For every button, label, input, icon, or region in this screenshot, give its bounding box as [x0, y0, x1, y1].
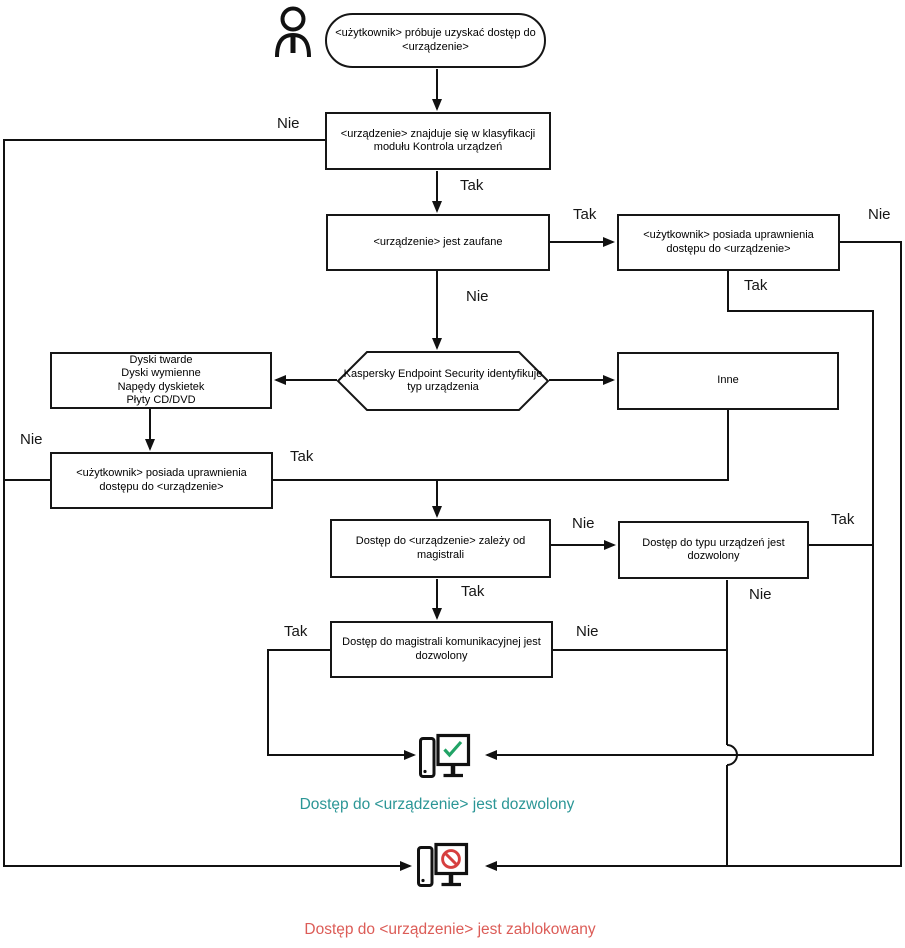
label-rail-left-no: Nie	[20, 431, 43, 448]
node-classification-label: <urządzenie> znajduje się w klasyfikacji modułu Kontrola urządzeń	[340, 127, 536, 153]
disk-type-item: Dyski twarde	[129, 353, 193, 366]
caption-access-allowed: Dostęp do <urządzenie> jest dozwolony	[299, 796, 575, 813]
node-classification	[325, 112, 551, 170]
label-bus-depends-no: Nie	[572, 515, 595, 532]
label-classification-no: Nie	[277, 115, 300, 132]
label-bus-allowed-yes: Tak	[284, 623, 308, 640]
disk-type-item: Płyty CD/DVD	[126, 394, 196, 406]
caption-access-blocked: Dostęp do <urządzenie> jest zablokowany	[304, 921, 596, 938]
label-classification-yes: Tak	[460, 177, 484, 194]
node-type-allowed	[618, 521, 809, 579]
computer-check-icon	[421, 736, 469, 777]
disk-type-item: Dyski wymienne	[121, 367, 201, 379]
label-perm-top-no: Nie	[868, 206, 891, 223]
label-perm-left-yes: Tak	[290, 448, 314, 465]
node-type-allowed-label: Dostęp do typu urządzeń jest dozwolony	[642, 536, 785, 562]
node-user-permissions-left-label: <użytkownik> posiada uprawnienia dostępu do <urządzenie>	[76, 467, 247, 493]
label-trusted-no: Nie	[466, 288, 489, 305]
node-user-permissions-top-label: <użytkownik> posiada uprawnienia dostępu do <urządzenie>	[643, 229, 814, 255]
node-bus-depends	[330, 519, 551, 578]
node-identify-type-label: Kaspersky Endpoint Security identyfikuje typ urządzenia	[343, 367, 543, 393]
node-user-permissions-left	[50, 452, 273, 509]
label-type-allowed-yes: Tak	[831, 511, 855, 528]
node-start-label: <użytkownik> próbuje uzyskać dostęp do <urządzenie>	[335, 27, 536, 53]
person-icon	[277, 9, 309, 58]
node-bus-allowed-label: Dostęp do magistrali komunikacyjnej jest dozwolony	[342, 636, 541, 662]
node-bus-allowed	[330, 621, 553, 678]
node-other	[617, 352, 839, 410]
node-disk-types	[50, 352, 272, 409]
label-perm-top-yes: Tak	[744, 277, 768, 294]
node-other-label: Inne	[717, 374, 739, 387]
disk-type-item: Napędy dyskietek	[117, 380, 205, 393]
node-trusted-label: <urządzenie> jest zaufane	[373, 235, 503, 248]
computer-blocked-icon	[419, 845, 467, 886]
node-trusted	[326, 214, 550, 271]
node-user-permissions-top	[617, 214, 840, 271]
label-bus-depends-yes: Tak	[461, 583, 485, 600]
label-type-allowed-no: Nie	[749, 586, 772, 603]
node-start	[325, 13, 546, 68]
label-trusted-yes: Tak	[573, 206, 597, 223]
node-bus-depends-label: Dostęp do <urządzenie> zależy od magistrali	[355, 535, 526, 561]
label-bus-allowed-no: Nie	[576, 623, 599, 640]
node-identify-type	[343, 352, 543, 410]
